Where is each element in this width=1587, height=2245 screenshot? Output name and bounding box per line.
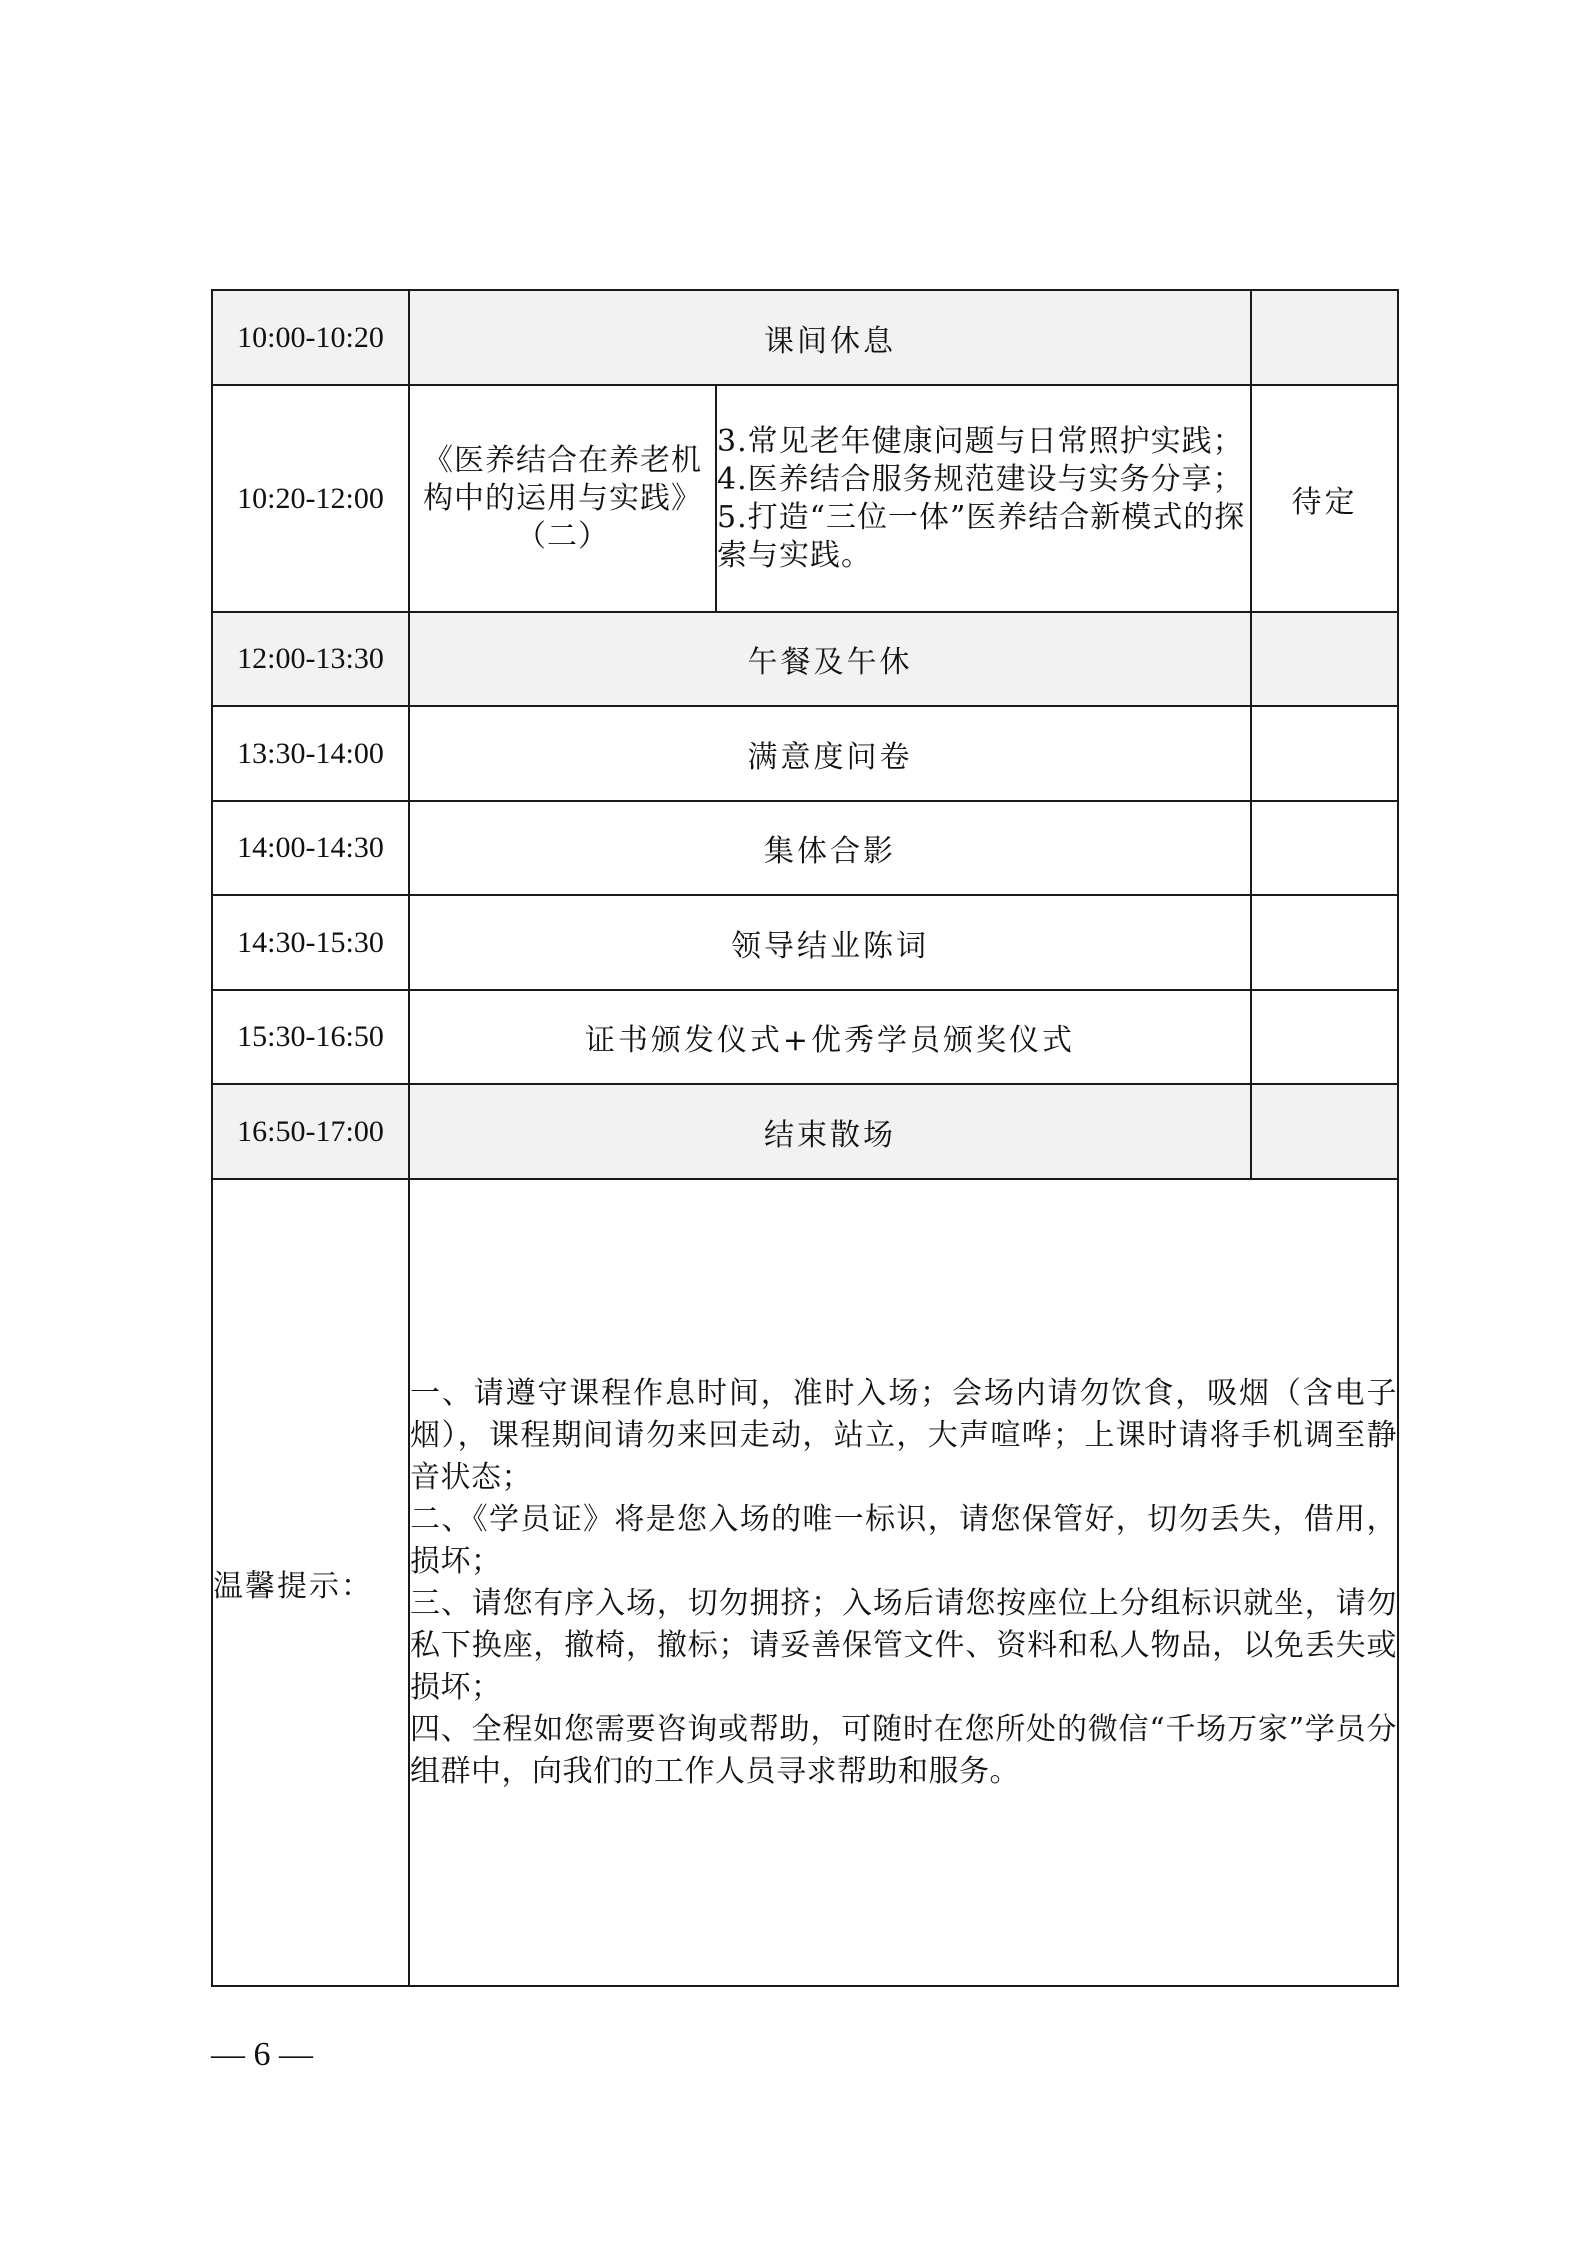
presenter-cell: 待定 [1251,385,1398,612]
course-title-cell: 《医养结合在养老机构中的运用与实践》（二） [409,385,716,612]
schedule-row [212,385,1398,612]
schedule-row [212,612,1398,706]
schedule-row [212,895,1398,990]
tips-item: 三、请您有序入场，切勿拥挤；入场后请您按座位上分组标识就坐，请勿私下换座，撤椅，撤标；请妥善保管文件、资料和私人物品，以免丢失或损坏； [410,1585,1397,1705]
presenter-cell [1251,801,1398,895]
time-cell: 16:50-17:00 [212,1084,409,1179]
presenter-cell [1251,290,1398,385]
schedule-row [212,801,1398,895]
time-cell: 10:00-10:20 [212,290,409,385]
presenter-cell [1251,706,1398,801]
activity-cell: 证书颁发仪式+优秀学员颁奖仪式 [409,990,1251,1084]
activity-cell: 午餐及午休 [409,612,1251,706]
schedule-table [211,289,1399,1987]
course-content-line: 4.医养结合服务规范建设与实务分享； [717,461,1244,497]
time-cell: 14:00-14:30 [212,801,409,895]
schedule-row [212,1084,1398,1179]
tips-item: 二、《学员证》将是您入场的唯一标识，请您保管好，切勿丢失，借用，损坏； [410,1501,1397,1579]
presenter-cell [1251,612,1398,706]
page-number: — 6 — [211,2036,313,2073]
time-cell: 15:30-16:50 [212,990,409,1084]
activity-cell: 满意度问卷 [409,706,1251,801]
time-cell: 10:20-12:00 [212,385,409,612]
presenter-cell [1251,1084,1398,1179]
time-cell: 14:30-15:30 [212,895,409,990]
tips-item: 四、全程如您需要咨询或帮助，可随时在您所处的微信“千场万家”学员分组群中，向我们的工作人员寻求帮助和服务。 [410,1711,1397,1789]
course-content-cell [716,385,1251,612]
activity-cell: 领导结业陈词 [409,895,1251,990]
time-cell: 12:00-13:30 [212,612,409,706]
activity-cell: 课间休息 [409,290,1251,385]
tips-item: 一、请遵守课程作息时间，准时入场；会场内请勿饮食，吸烟（含电子烟），课程期间请勿来回走动，站立，大声喧哗；上课时请将手机调至静音状态； [410,1375,1397,1495]
tips-label: 温馨提示： [212,1179,409,1986]
course-content-line: 5.打造“三位一体”医养结合新模式的探索与实践。 [717,499,1246,573]
schedule-row [212,990,1398,1084]
activity-cell: 集体合影 [409,801,1251,895]
presenter-cell [1251,895,1398,990]
course-content-line: 3.常见老年健康问题与日常照护实践； [717,423,1244,459]
schedule-row [212,706,1398,801]
presenter-cell [1251,990,1398,1084]
tips-content [409,1179,1398,1986]
time-cell: 13:30-14:00 [212,706,409,801]
tips-row [212,1179,1398,1986]
activity-cell: 结束散场 [409,1084,1251,1179]
schedule-row [212,290,1398,385]
